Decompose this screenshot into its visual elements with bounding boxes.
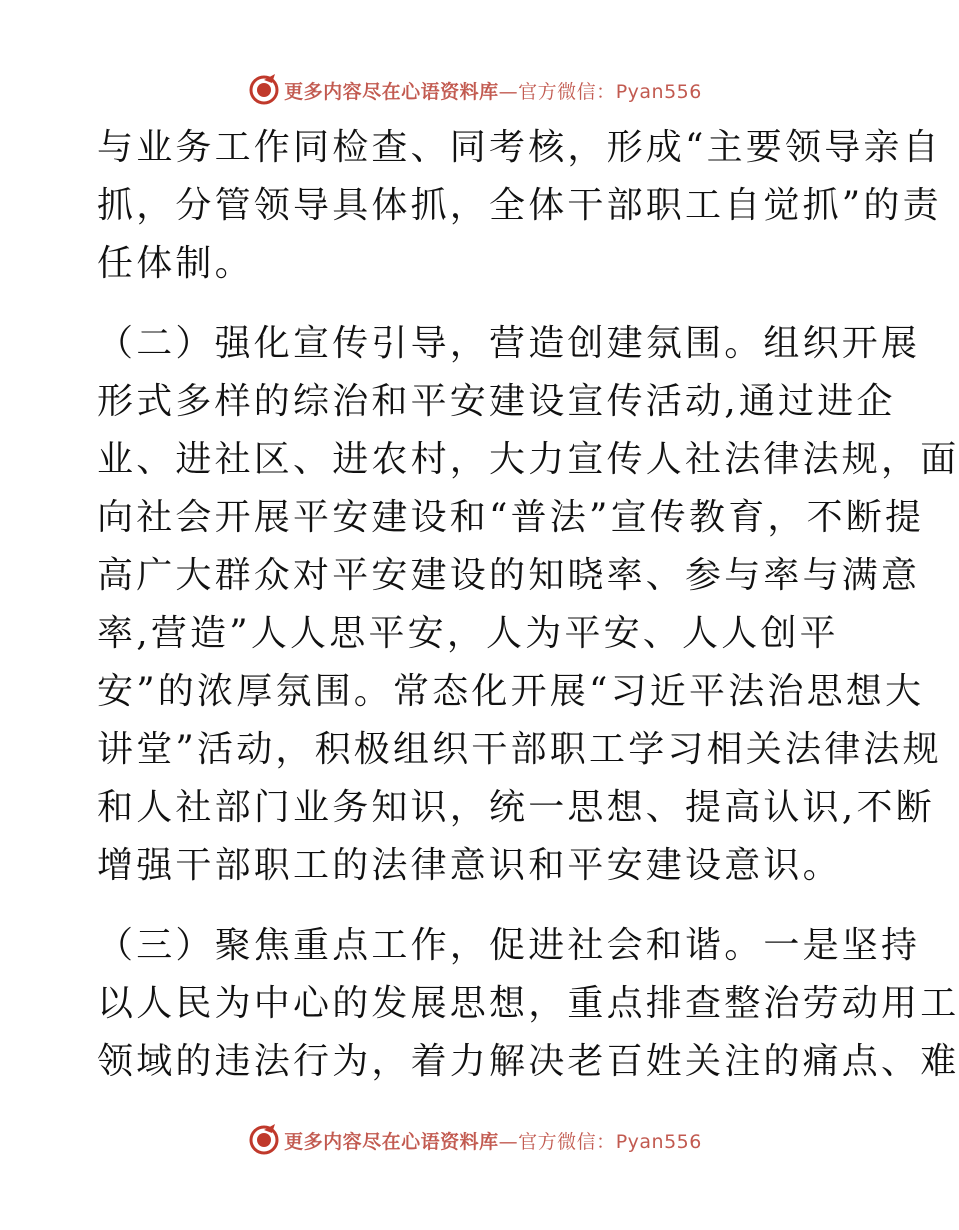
- text-line: 形式多样的综治和平安建设宣传活动,通过进企: [97, 381, 896, 422]
- brand-logo-icon: [248, 1124, 280, 1156]
- text-line: 业、进社区、进农村，大力宣传人社法律法规，面: [97, 439, 959, 480]
- watermark-separator: —: [498, 1130, 519, 1153]
- text-line: 领域的违法行为，着力解决老百姓关注的痛点、难: [97, 1041, 959, 1082]
- document-body: [97, 119, 959, 1091]
- watermark-separator: —: [498, 80, 519, 103]
- text-line: 与业务工作同检查、同考核，形成“主要领导亲自: [97, 127, 942, 168]
- text-line: 讲堂”活动，积极组织干部职工学习相关法律法规: [97, 729, 942, 770]
- text-line: 以人民为中心的发展思想，重点排查整治劳动用工: [97, 983, 959, 1024]
- text-line: 率,营造”人人思平安，人为平安、人人创平: [97, 613, 839, 654]
- brand-logo-icon: [248, 74, 280, 106]
- watermark-brand: 更多内容尽在心语资料库: [284, 80, 499, 103]
- paragraph-1: [97, 119, 942, 293]
- text-line: 向社会开展平安建设和“普法”宣传教育，不断提: [97, 497, 925, 538]
- watermark-wechat-id: Pyan556: [615, 1130, 702, 1153]
- text-line: 抓，分管领导具体抓，全体干部职工自觉抓”的责: [97, 185, 942, 226]
- watermark-official-label: 官方微信：: [518, 1130, 616, 1153]
- paragraph-gap: [97, 895, 853, 917]
- paragraph-2: [97, 315, 959, 895]
- watermark-official-label: 官方微信：: [518, 80, 616, 103]
- watermark-text: [284, 77, 702, 104]
- text-line: 增强干部职工的法律意识和平安建设意识。: [97, 845, 842, 886]
- text-line: 和人社部门业务知识，统一思想、提高认识,不断: [97, 787, 935, 828]
- text-line: 任体制。: [97, 243, 254, 284]
- paragraph-gap: [97, 293, 853, 315]
- header-watermark: [0, 70, 950, 110]
- watermark-text: [284, 1127, 702, 1154]
- text-line: 高广大群众对平安建设的知晓率、参与率与满意: [97, 555, 921, 596]
- watermark-wechat-id: Pyan556: [615, 80, 702, 103]
- text-line: 安”的浓厚氛围。常态化开展“习近平法治思想大: [97, 671, 925, 712]
- footer-watermark: [0, 1120, 950, 1160]
- text-line: （三）聚焦重点工作，促进社会和谐。一是坚持: [97, 925, 921, 966]
- text-line: （二）强化宣传引导，营造创建氛围。组织开展: [97, 323, 921, 364]
- paragraph-3: [97, 917, 959, 1091]
- watermark-brand: 更多内容尽在心语资料库: [284, 1130, 499, 1153]
